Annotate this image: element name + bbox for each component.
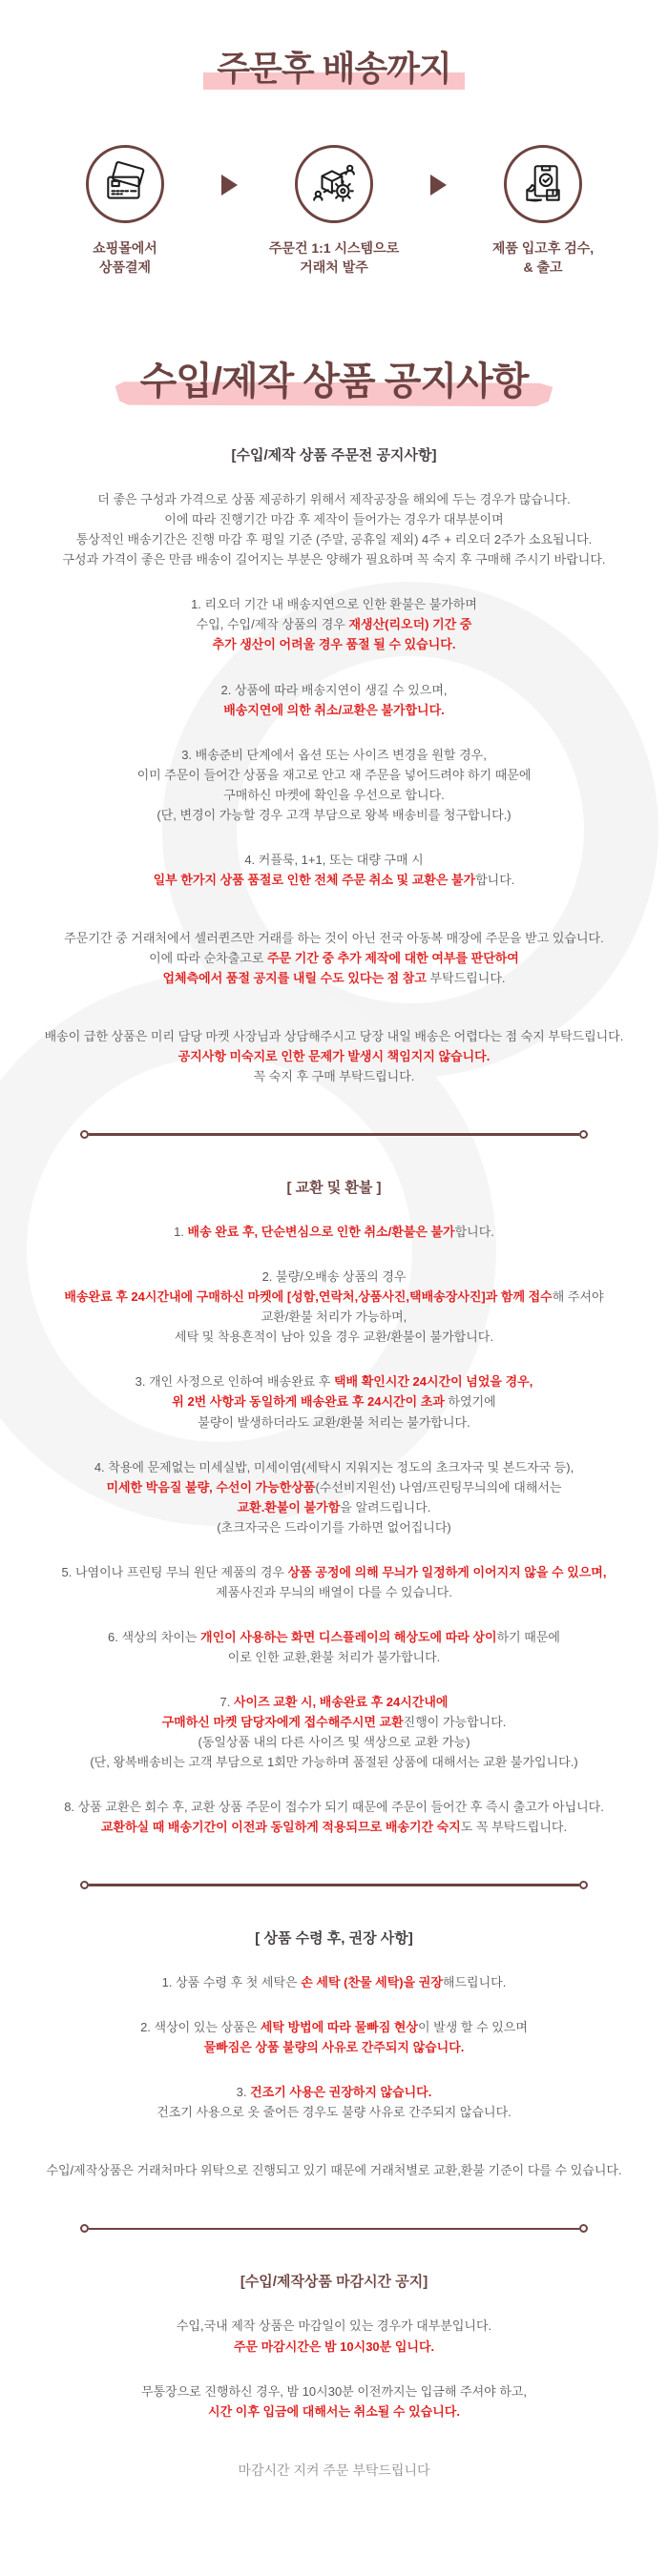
flow-step-label <box>492 238 594 278</box>
notice-header: [ 교환 및 환불 ] <box>286 1180 382 1197</box>
flow-step-label-line1: 주문건 1:1 시스템으로 <box>268 239 400 256</box>
notice-paragraph <box>19 1267 649 1347</box>
notice-paragraph <box>19 2381 649 2421</box>
text-segment: 수입/제작상품은 거래처마다 위탁으로 진행되고 있기 때문에 거래처별로 교환,환불 기준이 다를 수 있습니다. <box>46 2163 622 2178</box>
text-segment: 배송이 급한 상품은 미리 담당 마켓 사장님과 상담해주시고 당장 내일 배송은 어렵다는 점 숙지 부탁드립니다. <box>44 1029 624 1044</box>
text-segment: 무통장으로 진행하신 경우, 밤 10시30분 이전까지는 입금해 주셔야 하고, <box>140 2383 528 2399</box>
text-segment: 꼭 숙지 후 구매 부탁드립니다. <box>253 1069 415 1084</box>
notice-paragraph <box>19 745 649 825</box>
text-segment: 교환하실 때 배송기간이 이전과 동일하게 적용되므로 배송기간 숙지 <box>100 1820 461 1835</box>
divider-endpoint-circle <box>579 1881 588 1889</box>
text-segment: (초크자국은 드라이기를 가하면 없어집니다) <box>217 1519 451 1535</box>
notice-paragraph <box>19 1972 649 1992</box>
divider-line <box>89 1133 579 1136</box>
text-segment: 8. 상품 교환은 회수 후, 교환 상품 주문이 접수가 되기 때문에 주문이 들어간 후 즉시 출고가 아닙니다. <box>64 1800 604 1815</box>
text-segment: 건조기 사용으로 옷 줄어든 경우도 불량 사유로 간주되지 않습니다. <box>157 2105 511 2120</box>
text-segment: 구매하신 마켓에 확인을 우선으로 합니다. <box>223 787 445 802</box>
text-segment: 주문 기간 중 추가 제작에 대한 여부를 판단하여 <box>266 950 519 965</box>
text-segment: 을 알려드립니다. <box>340 1499 431 1515</box>
text-segment: 상품 공정에 의해 무늬가 일정하게 이어지지 않을 수 있으며, <box>287 1564 607 1579</box>
flow-step-label-line2: & 출고 <box>523 258 563 275</box>
text-segment: 2. 불량/오배송 상품의 경우 <box>261 1269 407 1285</box>
divider-endpoint-circle <box>80 1881 89 1889</box>
divider-endpoint-circle <box>80 1130 89 1139</box>
text-segment: 구매하신 마켓 담당자에게 접수해주시면 교환 <box>161 1714 404 1729</box>
text-segment: 부탁드립니다. <box>426 970 506 985</box>
text-segment: 하였기에 <box>444 1394 496 1410</box>
flow-step-inspection <box>471 145 615 278</box>
text-segment: 5. 나염이나 프린팅 무늬 원단 제품의 경우 <box>61 1564 288 1579</box>
flow-step-label-line2: 거래처 발주 <box>300 258 368 275</box>
order-process-flow <box>0 145 668 278</box>
divider-endpoint-circle <box>579 1130 588 1139</box>
notice-header: [수입/제작상품 마감시간 공지] <box>240 2274 428 2291</box>
text-segment: 불량이 발생하더라도 교환/환불 처리는 불가합니다. <box>198 1414 470 1430</box>
notice-paragraph <box>19 2082 649 2122</box>
text-segment: 손 세탁 (찬물 세탁)을 권장 <box>301 1975 443 1990</box>
text-segment: 1. 상품 수령 후 첫 세탁은 <box>161 1975 302 1990</box>
text-segment: 위 2번 사항과 동일하게 배송완료 후 24시간이 초과 <box>172 1394 445 1410</box>
text-segment: 배송지연에 의한 취소/교환은 불가합니다. <box>223 702 445 717</box>
notice-paragraph <box>19 2316 649 2356</box>
flow-step-label <box>269 238 399 278</box>
text-segment: 2. 색상이 있는 상품은 <box>140 2020 261 2035</box>
text-segment: (단, 변경이 가능할 경우 고객 부담으로 왕복 배송비를 청구합니다.) <box>157 807 511 822</box>
flow-section-title-wrap <box>0 50 668 88</box>
flow-step-label-line1: 쇼핑몰에서 <box>93 239 157 256</box>
text-segment: 통상적인 배송기간은 진행 마감 후 평일 기준 (주말, 공휴일 제외) 4주 + 리오더 2주가 소요됩니다. <box>75 532 593 547</box>
notice-paragraph <box>19 1627 649 1667</box>
credit-card-icon <box>86 145 164 223</box>
text-segment: (수선비지원선) 나염/프린팅무늬의에 대해서는 <box>315 1479 562 1494</box>
text-segment: 추가 생산이 어려울 경우 품절 될 수 있습니다. <box>212 637 456 652</box>
text-segment: 수입, 수입/제작 상품의 경우 <box>196 617 349 632</box>
notice-paragraph <box>19 1026 649 1086</box>
flow-step-label-line2: 상품결제 <box>98 258 152 275</box>
text-segment: 1. 리오더 기간 내 배송지연으로 인한 환불은 불가하며 <box>191 597 477 612</box>
text-segment: 더 좋은 구성과 가격으로 상품 제공하기 위해서 제작공장을 해외에 두는 경우가 많습니다. <box>97 492 571 507</box>
text-segment: 건조기 사용은 권장하지 않습니다. <box>250 2085 432 2100</box>
text-segment: 3. <box>236 2085 251 2100</box>
text-segment: 3. 개인 사정으로 인하여 배송완료 후 <box>135 1374 334 1390</box>
arrow-right-icon <box>221 175 238 196</box>
text-segment: 재생산(리오더) 기간 중 <box>348 617 472 632</box>
order-system-icon <box>295 145 373 223</box>
notice-header: [수입/제작 상품 주문전 공지사항] <box>231 447 437 464</box>
text-segment: 주문 마감시간은 밤 10시30분 입니다. <box>233 2339 435 2354</box>
divider-endpoint-circle <box>579 2224 588 2233</box>
notice-paragraph <box>19 1562 649 1602</box>
text-segment: 이 발생 할 수 있으며 <box>418 2020 528 2035</box>
notice-paragraph <box>19 2460 649 2482</box>
text-segment: 마감시간 지켜 주문 부탁드립니다 <box>238 2462 430 2478</box>
text-segment: 배송완료 후 24시간내에 구매하신 마켓에 [성함,연락처,상품사진,택배송장사진]과 함께 접수 <box>64 1289 553 1305</box>
section-divider <box>80 2224 588 2233</box>
text-segment: 4. 커플룩, 1+1, 또는 대량 구매 시 <box>244 852 424 867</box>
text-segment: 물빠짐은 상품 불량의 사유로 간주되지 않습니다. <box>203 2040 465 2055</box>
divider-line <box>89 2228 579 2231</box>
text-segment: 7. <box>219 1694 234 1709</box>
text-segment: 미세한 박음질 불량, 수선이 가능한상품 <box>106 1479 316 1494</box>
section-divider <box>80 1881 588 1889</box>
flow-step-label <box>93 238 157 278</box>
text-segment: 이미 주문이 들어간 상품을 재고로 안고 재 주문을 넣어드려야 하기 때문에 <box>136 767 532 782</box>
text-segment: 합니다. <box>475 872 515 887</box>
notice-paragraph <box>19 489 649 569</box>
text-segment: (동일상품 내의 다른 사이즈 및 색상으로 교환 가능) <box>198 1735 470 1750</box>
text-segment: 이에 따라 진행기간 마감 후 제작이 들어가는 경우가 대부분이며 <box>164 512 504 527</box>
text-segment: 해드립니다. <box>442 1975 507 1990</box>
text-segment: 1. <box>174 1225 188 1240</box>
text-segment: 진행이 가능합니다. <box>403 1714 507 1729</box>
notice-paragraph <box>19 594 649 654</box>
notice-paragraph <box>19 2017 649 2057</box>
notice-header: [ 상품 수령 후, 권장 사항] <box>255 1930 413 1947</box>
text-segment: 4. 착용에 문제없는 미세실밥, 미세이염(세탁시 지워지는 정도의 초크자국 및 본드자국 등), <box>94 1459 574 1474</box>
flow-step-payment <box>53 145 197 278</box>
text-segment: (단, 왕복배송비는 고객 부담으로 1회만 가능하며 품절된 상품에 대해서는 교환 불가입니다.) <box>90 1755 578 1770</box>
text-segment: 교환/환불 처리가 가능하며, <box>261 1309 407 1325</box>
notice-paragraph <box>19 928 649 988</box>
text-segment: 2. 상품에 따라 배송지연이 생길 수 있으며, <box>220 682 448 697</box>
text-segment: 세탁 방법에 따라 물빠짐 현상 <box>260 2020 418 2035</box>
text-segment: 해 주셔야 <box>552 1289 604 1305</box>
notice-paragraph <box>19 1457 649 1537</box>
text-segment: 택배 확인시간 24시간이 넘었을 경우, <box>333 1374 533 1390</box>
notice-paragraph <box>19 2160 649 2180</box>
text-segment: 일부 한가지 상품 품절로 인한 전체 주문 취소 및 교환은 불가 <box>153 872 476 887</box>
text-segment: 합니다. <box>454 1225 494 1240</box>
flow-step-label-line1: 제품 입고후 검수, <box>491 239 595 256</box>
text-segment: 구성과 가격이 좋은 만큼 배송이 길어지는 부분은 양해가 필요하며 꼭 숙지 후 구매해 주시기 바랍니다. <box>62 552 606 567</box>
notice-paragraph <box>19 1222 649 1242</box>
text-segment: 교환.환불이 불가함 <box>237 1499 341 1515</box>
arrow-right-icon <box>430 175 447 196</box>
inspection-icon <box>504 145 582 223</box>
notice-section-title-wrap <box>0 361 668 402</box>
divider-endpoint-circle <box>80 2224 89 2233</box>
text-segment: 도 꼭 부탁드립니다. <box>460 1820 568 1835</box>
text-segment: 3. 배송준비 단계에서 옵션 또는 사이즈 변경을 원할 경우, <box>181 747 487 762</box>
notice-paragraph <box>19 850 649 890</box>
text-segment: 하기 때문에 <box>496 1629 560 1644</box>
notice-paragraph <box>19 1371 649 1432</box>
text-segment: 수입,국내 제작 상품은 마감일이 있는 경우가 대부분입니다. <box>176 2318 492 2334</box>
divider-line <box>89 1884 579 1886</box>
flow-section-title: 주문후 배송까지 <box>217 49 451 88</box>
text-segment: 6. 색상의 차이는 <box>108 1629 201 1644</box>
text-segment: 개인이 사용하는 화면 디스플레이의 해상도에 따라 상이 <box>200 1629 497 1644</box>
notice-paragraph <box>19 1692 649 1772</box>
text-segment: 세탁 및 착용흔적이 남아 있을 경우 교환/환불이 불가합니다. <box>175 1329 493 1345</box>
section-divider <box>80 1130 588 1139</box>
text-segment: 제품사진과 무늬의 배열이 다를 수 있습니다. <box>216 1584 452 1599</box>
flow-step-order-system <box>262 145 406 278</box>
notice-body <box>0 444 668 2576</box>
text-segment: 업체측에서 품절 공지를 내릴 수도 있다는 점 참고 <box>162 970 427 985</box>
text-segment: 배송 완료 후, 단순변심으로 인한 취소/환불은 불가 <box>187 1225 455 1240</box>
text-segment: 시간 이후 입금에 대해서는 취소될 수 있습니다. <box>208 2403 460 2419</box>
text-segment: 주문기간 중 거래처에서 셀러퀸즈만 거래를 하는 것이 아닌 전국 아동복 매장에 주문을 받고 있습니다. <box>64 930 604 945</box>
text-segment: 이에 따라 순차출고로 <box>149 950 267 965</box>
text-segment: 공지사항 미숙지로 인한 문제가 발생시 책임지지 않습니다. <box>177 1049 491 1064</box>
notice-section-title: 수입/제작 상품 공지사항 <box>139 361 529 403</box>
text-segment: 사이즈 교환 시, 배송완료 후 24시간내에 <box>233 1694 449 1709</box>
notice-paragraph <box>19 1797 649 1837</box>
notice-paragraph <box>19 680 649 720</box>
text-segment: 이로 인한 교환,환불 처리가 불가합니다. <box>227 1649 441 1664</box>
